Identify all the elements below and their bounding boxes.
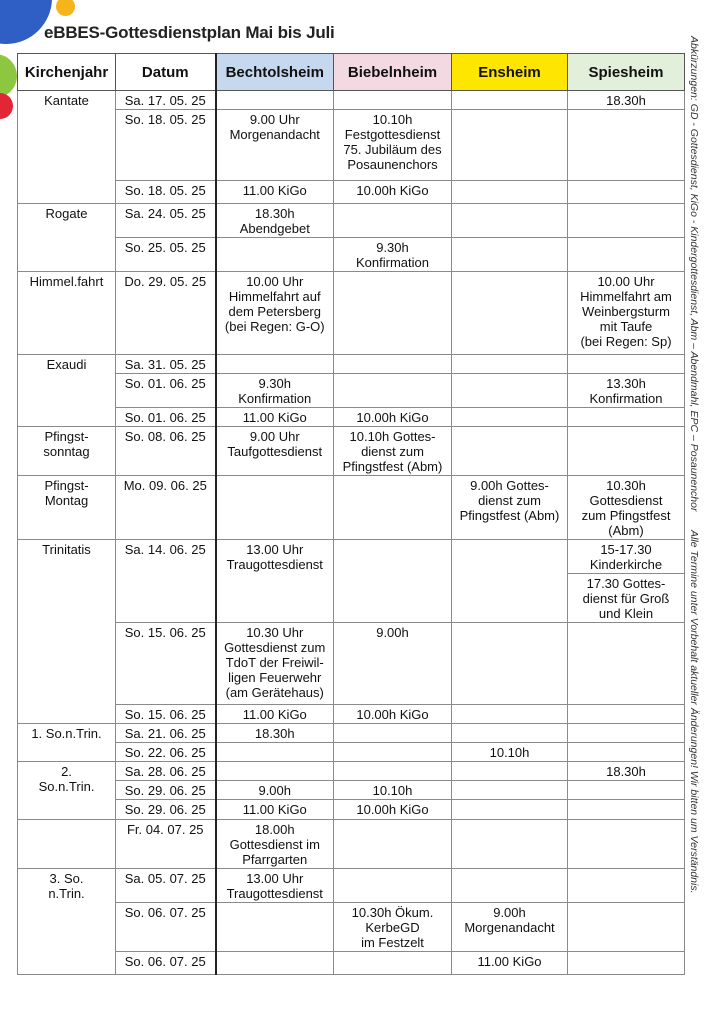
datum-cell: So. 25. 05. 25 xyxy=(116,238,216,272)
bechtolsheim-cell: 11.00 KiGo xyxy=(216,800,334,820)
spiesheim-cell xyxy=(568,705,685,724)
table-row xyxy=(18,355,685,374)
datum-cell: Sa. 17. 05. 25 xyxy=(116,91,216,110)
spiesheim-cell: 18.30h xyxy=(568,762,685,781)
table-row xyxy=(18,110,685,181)
spiesheim-cell xyxy=(568,800,685,820)
header-bechtolsheim: Bechtolsheim xyxy=(216,54,334,91)
disclaimer-note: Alle Termine unter Vorbehalt aktueller Änderungen! Wir bitten um Verständnis. xyxy=(688,530,700,894)
kirchenjahr-cell: 1. So.n.Trin. xyxy=(18,724,116,762)
datum-cell: Sa. 24. 05. 25 xyxy=(116,204,216,238)
table-row xyxy=(18,476,685,540)
datum-cell: Fr. 04. 07. 25 xyxy=(116,820,216,869)
bechtolsheim-cell xyxy=(216,743,334,762)
spiesheim-cell: 13.30h Konfirmation xyxy=(568,374,685,408)
ensheim-cell xyxy=(452,705,568,724)
spiesheim-cell: 18.30h xyxy=(568,91,685,110)
kirchenjahr-cell: Kantate xyxy=(18,91,116,204)
datum-cell: Sa. 05. 07. 25 xyxy=(116,869,216,903)
ensheim-cell xyxy=(452,181,568,204)
spiesheim-cell xyxy=(568,724,685,743)
spiesheim-cell xyxy=(568,743,685,762)
page-title: eBBES-Gottesdienstplan Mai bis Juli xyxy=(44,23,335,42)
datum-cell: So. 06. 07. 25 xyxy=(116,903,216,952)
spiesheim-cell: 10.30h Gottesdienst zum Pfingstfest (Abm) xyxy=(568,476,685,540)
biebelnheim-cell xyxy=(334,762,452,781)
spiesheim-cell: 10.00 Uhr Himmelfahrt am Weinbergsturm mit Taufe (bei Regen: Sp) xyxy=(568,272,685,355)
spiesheim-cell xyxy=(568,869,685,903)
kirchenjahr-cell: Rogate xyxy=(18,204,116,272)
datum-cell: Do. 29. 05. 25 xyxy=(116,272,216,355)
bechtolsheim-cell: 13.00 Uhr Traugottesdienst xyxy=(216,869,334,903)
schedule-table xyxy=(17,53,685,975)
datum-cell: Sa. 21. 06. 25 xyxy=(116,724,216,743)
spiesheim-cell xyxy=(568,952,685,975)
ensheim-cell xyxy=(452,204,568,238)
kirchenjahr-cell: Pfingst- sonntag xyxy=(18,427,116,476)
table-row xyxy=(18,272,685,355)
spiesheim-cell xyxy=(568,110,685,181)
ensheim-cell xyxy=(452,540,568,623)
table-row xyxy=(18,427,685,476)
spiesheim-cell: 15-17.30 Kinderkirche xyxy=(568,540,685,574)
bechtolsheim-cell: 9.00 Uhr Morgenandacht xyxy=(216,110,334,181)
biebelnheim-cell xyxy=(334,355,452,374)
kirchenjahr-cell: 3. So. n.Trin. xyxy=(18,869,116,975)
datum-cell: So. 08. 06. 25 xyxy=(116,427,216,476)
kirchenjahr-cell: Trinitatis xyxy=(18,540,116,724)
datum-cell: So. 18. 05. 25 xyxy=(116,110,216,181)
table-row xyxy=(18,800,685,820)
ensheim-cell xyxy=(452,408,568,427)
biebelnheim-cell: 10.30h Ökum. KerbeGD im Festzelt xyxy=(334,903,452,952)
bechtolsheim-cell xyxy=(216,238,334,272)
abbreviations-note: Abkürzungen: GD - Gottesdienst, KiGo - Kindergottesdienst, Abm – Abendmahl, EPC – Posaunenchor xyxy=(688,36,700,512)
ensheim-cell: 11.00 KiGo xyxy=(452,952,568,975)
datum-cell: So. 29. 06. 25 xyxy=(116,781,216,800)
bechtolsheim-cell: 18.00h Gottesdienst im Pfarrgarten xyxy=(216,820,334,869)
datum-cell: So. 01. 06. 25 xyxy=(116,374,216,408)
ensheim-cell xyxy=(452,724,568,743)
table-row xyxy=(18,952,685,975)
schedule-body xyxy=(18,91,685,975)
biebelnheim-cell: 10.00h KiGo xyxy=(334,705,452,724)
bechtolsheim-cell xyxy=(216,476,334,540)
bechtolsheim-cell xyxy=(216,355,334,374)
spiesheim-cell xyxy=(568,623,685,705)
decor-circle-green xyxy=(0,54,17,98)
table-row xyxy=(18,869,685,903)
ensheim-cell xyxy=(452,781,568,800)
bechtolsheim-cell: 10.00 Uhr Himmelfahrt auf dem Petersberg (bei Regen: G-O) xyxy=(216,272,334,355)
bechtolsheim-cell: 13.00 Uhr Traugottesdienst xyxy=(216,540,334,623)
datum-cell: So. 06. 07. 25 xyxy=(116,952,216,975)
biebelnheim-cell xyxy=(334,540,452,623)
header-kirchenjahr: Kirchenjahr xyxy=(18,54,116,91)
bechtolsheim-cell: 9.30h Konfirmation xyxy=(216,374,334,408)
biebelnheim-cell: 9.00h xyxy=(334,623,452,705)
kirchenjahr-cell: Pfingst- Montag xyxy=(18,476,116,540)
datum-cell: So. 15. 06. 25 xyxy=(116,623,216,705)
table-row xyxy=(18,762,685,781)
table-row xyxy=(18,623,685,705)
biebelnheim-cell xyxy=(334,272,452,355)
biebelnheim-cell: 10.10h Festgottesdienst 75. Jubiläum des Posaunenchors xyxy=(334,110,452,181)
table-row xyxy=(18,238,685,272)
datum-cell: Sa. 14. 06. 25 xyxy=(116,540,216,623)
bechtolsheim-cell: 18.30h Abendgebet xyxy=(216,204,334,238)
table-row xyxy=(18,540,685,574)
ensheim-cell xyxy=(452,427,568,476)
ensheim-cell xyxy=(452,272,568,355)
kirchenjahr-cell xyxy=(18,820,116,869)
bechtolsheim-cell: 11.00 KiGo xyxy=(216,181,334,204)
table-row xyxy=(18,181,685,204)
biebelnheim-cell xyxy=(334,91,452,110)
biebelnheim-cell xyxy=(334,869,452,903)
spiesheim-cell xyxy=(568,903,685,952)
table-row xyxy=(18,724,685,743)
ensheim-cell xyxy=(452,110,568,181)
biebelnheim-cell xyxy=(334,820,452,869)
datum-cell: So. 01. 06. 25 xyxy=(116,408,216,427)
header-row xyxy=(18,54,685,91)
biebelnheim-cell xyxy=(334,476,452,540)
decor-circle-yellow xyxy=(56,0,75,16)
datum-cell: So. 22. 06. 25 xyxy=(116,743,216,762)
bechtolsheim-cell: 10.30 Uhr Gottesdienst zum TdoT der Freiwil- ligen Feuerwehr (am Gerätehaus) xyxy=(216,623,334,705)
biebelnheim-cell: 9.30h Konfirmation xyxy=(334,238,452,272)
ensheim-cell: 9.00h Morgenandacht xyxy=(452,903,568,952)
biebelnheim-cell: 10.10h xyxy=(334,781,452,800)
spiesheim-cell xyxy=(568,181,685,204)
biebelnheim-cell xyxy=(334,952,452,975)
bechtolsheim-cell: 9.00h xyxy=(216,781,334,800)
biebelnheim-cell: 10.00h KiGo xyxy=(334,800,452,820)
spiesheim-cell xyxy=(568,204,685,238)
decor-circle-red xyxy=(0,93,13,119)
spiesheim-cell xyxy=(568,238,685,272)
bechtolsheim-cell: 9.00 Uhr Taufgottesdienst xyxy=(216,427,334,476)
table-row xyxy=(18,705,685,724)
datum-cell: So. 29. 06. 25 xyxy=(116,800,216,820)
ensheim-cell: 9.00h Gottes- dienst zum Pfingstfest (Abm) xyxy=(452,476,568,540)
datum-cell: Mo. 09. 06. 25 xyxy=(116,476,216,540)
ensheim-cell: 10.10h xyxy=(452,743,568,762)
bechtolsheim-cell xyxy=(216,903,334,952)
bechtolsheim-cell xyxy=(216,762,334,781)
spiesheim-cell xyxy=(568,408,685,427)
table-row xyxy=(18,743,685,762)
ensheim-cell xyxy=(452,91,568,110)
spiesheim-cell xyxy=(568,820,685,869)
biebelnheim-cell: 10.00h KiGo xyxy=(334,408,452,427)
biebelnheim-cell xyxy=(334,743,452,762)
spiesheim-cell xyxy=(568,355,685,374)
header-datum: Datum xyxy=(116,54,216,91)
datum-cell: Sa. 28. 06. 25 xyxy=(116,762,216,781)
ensheim-cell xyxy=(452,623,568,705)
header-biebelnheim: Biebelnheim xyxy=(334,54,452,91)
table-row xyxy=(18,781,685,800)
spiesheim-cell xyxy=(568,781,685,800)
kirchenjahr-cell: Exaudi xyxy=(18,355,116,427)
bechtolsheim-cell xyxy=(216,91,334,110)
biebelnheim-cell: 10.10h Gottes- dienst zum Pfingstfest (Abm) xyxy=(334,427,452,476)
ensheim-cell xyxy=(452,869,568,903)
header-ensheim: Ensheim xyxy=(452,54,568,91)
datum-cell: So. 18. 05. 25 xyxy=(116,181,216,204)
table-row xyxy=(18,408,685,427)
header-spiesheim: Spiesheim xyxy=(568,54,685,91)
datum-cell: So. 15. 06. 25 xyxy=(116,705,216,724)
kirchenjahr-cell: 2. So.n.Trin. xyxy=(18,762,116,820)
biebelnheim-cell: 10.00h KiGo xyxy=(334,181,452,204)
kirchenjahr-cell: Himmel.fahrt xyxy=(18,272,116,355)
ensheim-cell xyxy=(452,800,568,820)
bechtolsheim-cell xyxy=(216,952,334,975)
ensheim-cell xyxy=(452,374,568,408)
bechtolsheim-cell: 11.00 KiGo xyxy=(216,408,334,427)
ensheim-cell xyxy=(452,238,568,272)
biebelnheim-cell xyxy=(334,724,452,743)
bechtolsheim-cell: 18.30h xyxy=(216,724,334,743)
table-row xyxy=(18,91,685,110)
ensheim-cell xyxy=(452,355,568,374)
biebelnheim-cell xyxy=(334,204,452,238)
table-row xyxy=(18,204,685,238)
table-row xyxy=(18,903,685,952)
spiesheim-cell xyxy=(568,427,685,476)
spiesheim-cell: 17.30 Gottes- dienst für Groß und Klein xyxy=(568,574,685,623)
table-row xyxy=(18,820,685,869)
table-row xyxy=(18,374,685,408)
biebelnheim-cell xyxy=(334,374,452,408)
datum-cell: Sa. 31. 05. 25 xyxy=(116,355,216,374)
bechtolsheim-cell: 11.00 KiGo xyxy=(216,705,334,724)
ensheim-cell xyxy=(452,820,568,869)
ensheim-cell xyxy=(452,762,568,781)
